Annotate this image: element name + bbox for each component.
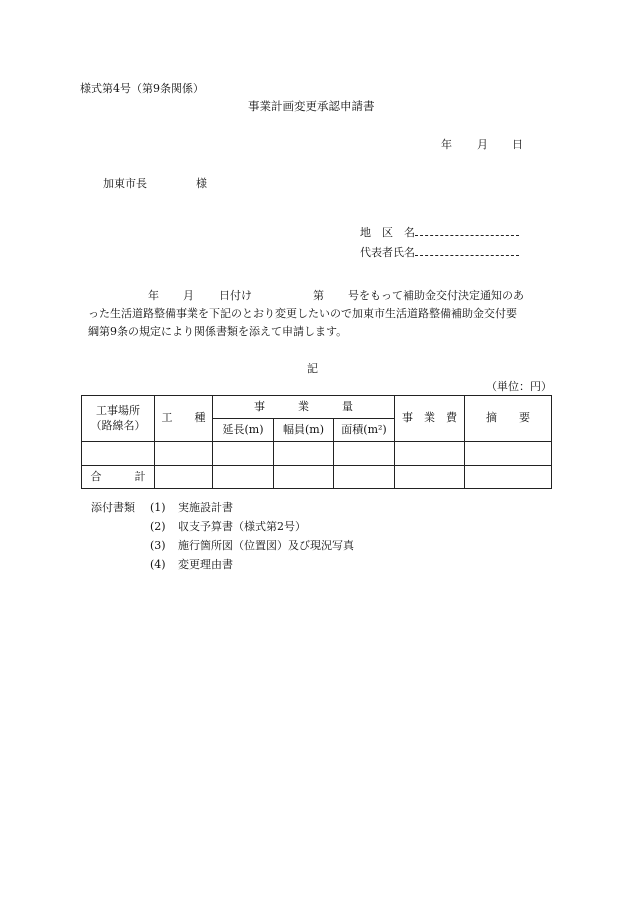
attachment-number: (1) (150, 501, 166, 514)
cell-work-type[interactable] (155, 442, 213, 466)
cell-length[interactable] (213, 442, 274, 466)
representative-field[interactable] (415, 244, 519, 256)
body-day-suffix: 日付け (219, 289, 252, 302)
body-line2: った生活道路整備事業を下記のとおり変更したいので加東市生活道路整備補助金交付要 (88, 307, 517, 320)
header-quantity: 事 業 量 (213, 396, 395, 419)
date-month-label: 月 (477, 138, 488, 151)
header-summary: 摘 要 (465, 396, 552, 442)
attachment-text: 変更理由書 (178, 558, 233, 571)
total-work-type[interactable] (155, 466, 213, 489)
cell-width[interactable] (274, 442, 334, 466)
form-number: 様式第4号（第9条関係） (80, 82, 204, 95)
attachment-number: (3) (150, 539, 166, 552)
total-length[interactable] (213, 466, 274, 489)
header-location-line2: （路線名） (90, 418, 146, 432)
attachments-label: 添付書類 (91, 501, 135, 514)
subheader-length: 延長(m) (213, 419, 274, 442)
date-day-label: 日 (512, 138, 523, 151)
unit-label: （単位：円） (486, 380, 552, 393)
representative-row (360, 244, 519, 258)
body-line3: 綱第9条の規定により関係書類を添えて申請します。 (88, 325, 348, 338)
body-month: 月 (183, 289, 194, 302)
list-item (150, 540, 354, 551)
subheader-width: 幅員(m) (274, 419, 334, 442)
ki-heading: 記 (307, 362, 318, 375)
district-name-row (360, 224, 519, 238)
total-cost[interactable] (395, 466, 465, 489)
table-header-row (82, 396, 552, 419)
header-location-line1: 工事場所 (96, 403, 140, 417)
list-item (150, 521, 306, 532)
attachment-number: (4) (150, 558, 166, 571)
district-name-field[interactable] (415, 224, 519, 236)
attachment-text: 施行箇所図（位置図）及び現況写真 (178, 539, 354, 552)
subheader-area: 面積(m²) (334, 419, 395, 442)
total-width[interactable] (274, 466, 334, 489)
cell-area[interactable] (334, 442, 395, 466)
body-line1-rest: 号をもって補助金交付決定通知のあ (348, 289, 524, 302)
table-row (82, 442, 552, 466)
header-cost: 事 業 費 (395, 396, 465, 442)
cell-cost[interactable] (395, 442, 465, 466)
date-year-label: 年 (441, 138, 452, 151)
cell-location[interactable] (82, 442, 155, 466)
district-name-label: 地 区 名 (360, 226, 415, 239)
list-item (150, 502, 233, 513)
list-item (150, 559, 233, 570)
total-summary[interactable] (465, 466, 552, 489)
body-year: 年 (148, 289, 159, 302)
header-location (82, 396, 155, 442)
total-area[interactable] (334, 466, 395, 489)
page-title: 事業計画変更承認申請書 (248, 99, 375, 113)
attachment-number: (2) (150, 520, 166, 533)
body-dai: 第 (313, 289, 324, 302)
attachment-text: 収支予算書（様式第2号） (178, 520, 306, 533)
addressee-name: 加東市長 (103, 177, 147, 190)
table-total-row (82, 466, 552, 489)
representative-label: 代表者氏名 (360, 246, 415, 259)
total-label: 合 計 (82, 466, 155, 489)
project-change-table (81, 395, 552, 489)
attachment-text: 実施設計書 (178, 501, 233, 514)
header-work-type: 工 種 (155, 396, 213, 442)
cell-summary[interactable] (465, 442, 552, 466)
addressee-honorific: 様 (196, 177, 207, 190)
